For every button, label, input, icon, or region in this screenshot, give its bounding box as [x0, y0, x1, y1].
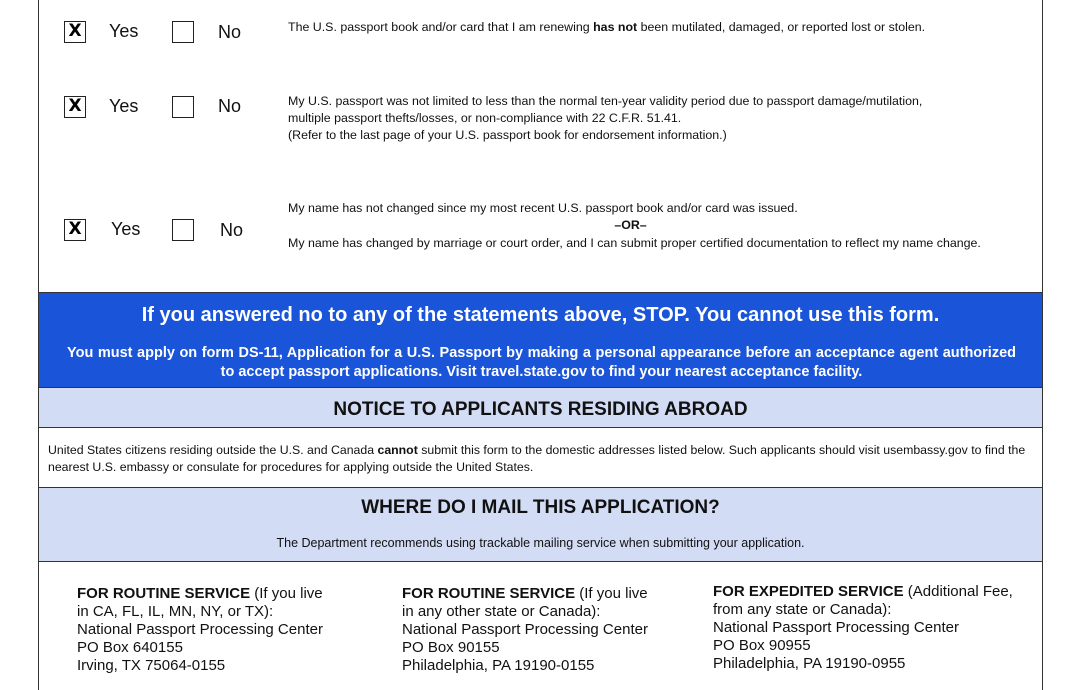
statement-text: My U.S. passport was not limited to less than the normal ten-year validity period due to passport damage/mutilation, multiple passport thefts/losses, or non-compliance with 22 C.F.R. 51.41. (Refer to the last page of your U.S. passport book for endorsement information.) — [288, 94, 923, 142]
statement-text: My name has not changed since my most recent U.S. passport book and/or card was issued. –OR– My name has changed by marriage or court order, and I can submit proper certified documentation to reflect my name change. — [288, 200, 1033, 252]
or-separator: –OR– — [614, 218, 647, 232]
no-label: No — [218, 96, 242, 116]
yes-label: Yes — [109, 21, 139, 41]
no-checkbox[interactable] — [172, 219, 194, 241]
statement-row — [39, 0, 1042, 70]
stop-instructions: You must apply on form DS-11, Application for a U.S. Passport by making a personal appearance before an acceptance agent authorized to accept passport applications. Visit travel.state.gov to find your nearest acceptance facility. — [67, 345, 1016, 380]
notice-abroad-text: United States citizens residing outside the U.S. and Canada cannot submit this form to the domestic addresses listed below. Such applicants should visit usembassy.gov to find the nearest U.S. embassy or consulate for procedures for applying outside the United States. — [48, 443, 1026, 474]
stop-banner — [39, 292, 1042, 388]
mailing-section-header — [39, 487, 1042, 562]
yes-checkbox[interactable]: X — [64, 219, 86, 241]
form-page — [38, 0, 1043, 690]
mailing-heading: WHERE DO I MAIL THIS APPLICATION? — [361, 497, 720, 518]
statement-row — [39, 70, 1042, 170]
yes-label: Yes — [109, 96, 139, 116]
mailing-address-block: FOR ROUTINE SERVICE (If you live in CA, FL, IL, MN, NY, or TX): National Passport Processing Center PO Box 640155 Irving, TX 75064-0155 — [77, 585, 323, 674]
statement-text: The U.S. passport book and/or card that I am renewing has not been mutilated, damaged, or reported lost or stolen. — [288, 20, 926, 34]
stop-title: If you answered no to any of the statements above, STOP. You cannot use this form. — [141, 304, 940, 326]
notice-abroad-heading: NOTICE TO APPLICANTS RESIDING ABROAD — [39, 388, 1042, 428]
no-label: No — [220, 220, 244, 240]
no-checkbox[interactable] — [172, 96, 194, 118]
yes-checkbox[interactable]: X — [64, 21, 86, 43]
statement-row — [39, 170, 1042, 292]
no-checkbox[interactable] — [172, 21, 194, 43]
mailing-recommendation: The Department recommends using trackable mailing service when submitting your application. — [276, 536, 805, 550]
mailing-address-block: FOR EXPEDITED SERVICE (Additional Fee, from any state or Canada): National Passport Processing Center PO Box 90955 Philadelphia, PA 19190-0955 — [713, 583, 1013, 672]
no-label: No — [218, 22, 242, 42]
yes-label: Yes — [111, 219, 141, 239]
mailing-address-block: FOR ROUTINE SERVICE (If you live in any other state or Canada): National Passport Processing Center PO Box 90155 Philadelphia, PA 19190-0155 — [402, 585, 648, 674]
yes-checkbox[interactable]: X — [64, 96, 86, 118]
